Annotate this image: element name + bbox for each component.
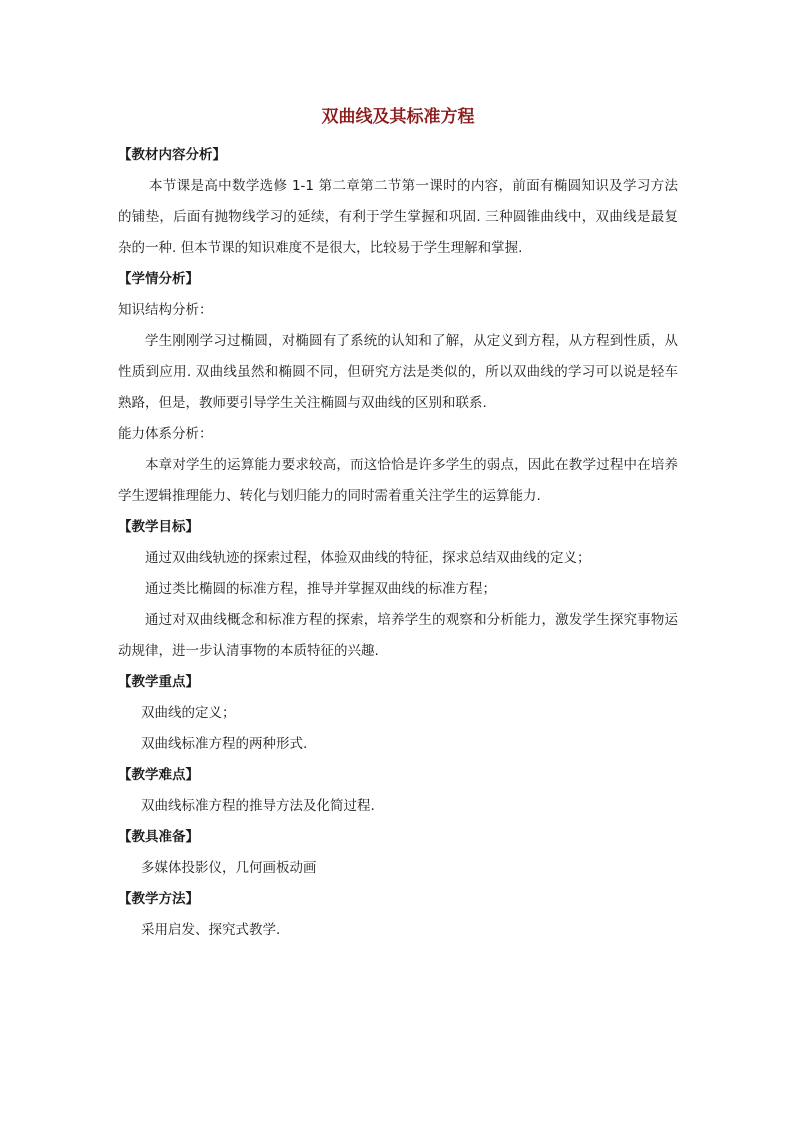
section-heading: 【教学重点】 <box>118 674 199 690</box>
document-body <box>118 140 678 946</box>
section-material <box>118 140 678 264</box>
section-tools <box>118 822 678 884</box>
goal-item: 通过对双曲线概念和标准方程的探索，培养学生的观察和分析能力，激发学生探究事物运动规律，进一步认清事物的本质特征的兴趣. <box>118 612 678 659</box>
section-heading: 【教具准备】 <box>118 829 199 845</box>
section-key-points <box>118 667 678 760</box>
paragraph: 学生刚刚学习过椭圆，对椭圆有了系统的认知和了解，从定义到方程，从方程到性质，从性质到应用. 双曲线虽然和椭圆不同，但研究方法是类似的，所以双曲线的学习可以说是轻车熟路，但是，教师要引导学生关注椭圆与双曲线的区别和联系. <box>118 333 678 411</box>
tool-item: 多媒体投影仪，几何画板动画 <box>141 860 317 876</box>
section-heading: 【教材内容分析】 <box>118 147 226 163</box>
paragraph: 本节课是高中数学选修 1-1 第二章第二节第一课时的内容，前面有椭圆知识及学习方法的铺垫，后面有抛物线学习的延续，有利于学生掌握和巩固. 三种圆锥曲线中，双曲线是最复杂的一种. 但本节课的知识难度不是很大，比较易于学生理解和掌握. <box>118 178 678 256</box>
section-goals <box>118 512 678 667</box>
document-title: 双曲线及其标准方程 <box>321 107 475 127</box>
section-heading: 【教学难点】 <box>118 767 199 783</box>
section-difficulties <box>118 760 678 822</box>
paragraph: 本章对学生的运算能力要求较高，而这恰恰是许多学生的弱点，因此在教学过程中在培养学生逻辑推理能力、转化与划归能力的同时需着重关注学生的运算能力. <box>118 457 678 504</box>
section-heading: 【教学方法】 <box>118 891 199 907</box>
section-heading: 【教学目标】 <box>118 519 199 535</box>
section-learner <box>118 264 678 512</box>
subsection-label: 能力体系分析： <box>118 426 213 442</box>
section-heading: 【学情分析】 <box>118 271 199 287</box>
method-item: 采用启发、探究式教学. <box>141 922 281 938</box>
key-point-item: 双曲线标准方程的两种形式. <box>141 736 308 752</box>
key-point-item: 双曲线的定义； <box>141 705 236 721</box>
section-methods <box>118 884 678 946</box>
goal-item: 通过类比椭圆的标准方程，推导并掌握双曲线的标准方程； <box>145 581 496 597</box>
difficulty-item: 双曲线标准方程的推导方法及化简过程. <box>141 798 375 814</box>
goal-item: 通过双曲线轨迹的探索过程，体验双曲线的特征，探求总结双曲线的定义； <box>145 550 591 566</box>
subsection-label: 知识结构分析： <box>118 302 213 318</box>
